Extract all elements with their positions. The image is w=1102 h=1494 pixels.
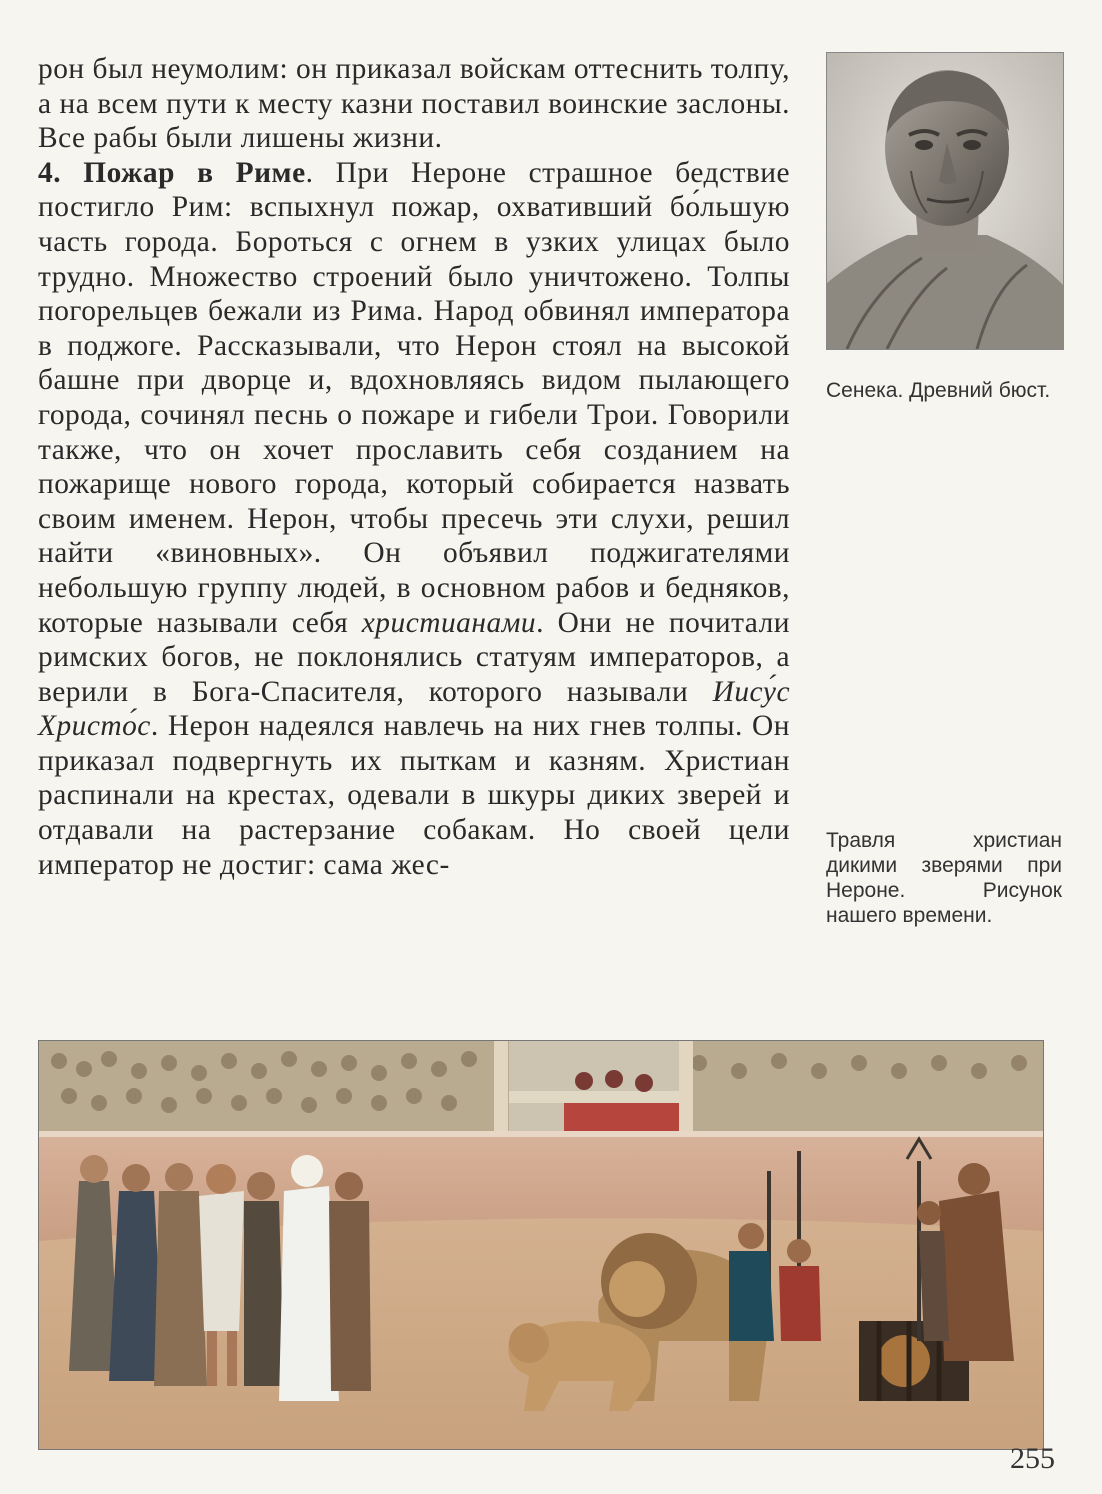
- section-heading: 4. Пожар в Риме: [38, 156, 306, 189]
- arena-caption: Травля христиан дикими зверями при Нероне. Рисунок нашего времени.: [826, 829, 1062, 927]
- paragraph-2-part-b: . Они не почитали римских богов, не поклонялись статуям императоров, а верили в Бога-Спасителя, которого называли: [38, 606, 790, 708]
- page-number: 255: [1010, 1442, 1055, 1475]
- arena-illustration: [39, 1041, 1043, 1449]
- paragraph-2-part-a: . При Нероне страшное бедствие постигло Рим: вспыхнул пожар, охвативший бо́льшую часть города. Бороться с огнем в узких улицах было трудно. Множество строений было уничтожено. Толпы погорельцев бежали из Рима. Народ обвинял императора в поджоге. Рассказывали, что Нерон стоял на высокой башне при дворце и, вдохновляясь видом пылающего города, сочинял песнь о пожаре и гибели Трои. Говорили также, что он хочет прославить себя созданием на пожарище нового города, который собирается назвать своим именем. Нерон, чтобы пресечь эти слухи, решил найти «виновных». Он объявил поджигателями небольшую группу людей, в основном рабов и бедняков, которые называли себя: [38, 156, 790, 639]
- term-jesus-christ: Иису́с Христо́с: [38, 675, 790, 743]
- paragraph-2: [38, 156, 790, 882]
- seneca-bust-image: [826, 52, 1064, 350]
- paragraph-1: рон был неумолим: он приказал войскам оттеснить толпу, а на всем пути к месту казни поставил воинские заслоны. Все рабы были лишены жизни.: [38, 53, 790, 155]
- bust-illustration: [827, 53, 1063, 349]
- paragraph-2-part-c: . Нерон надеялся навлечь на них гнев толпы. Он приказал подвергнуть их пыткам и казням. Христиан распинали на крестах, одевали в шкуры диких зверей и отдавали на растерзание собакам. Но своей цели император не достиг: сама жес-: [38, 710, 790, 881]
- arena-image: [38, 1040, 1044, 1450]
- term-christians: христианами: [361, 606, 537, 639]
- seneca-caption: Сенека. Древний бюст.: [826, 379, 1051, 402]
- main-text: [38, 52, 790, 882]
